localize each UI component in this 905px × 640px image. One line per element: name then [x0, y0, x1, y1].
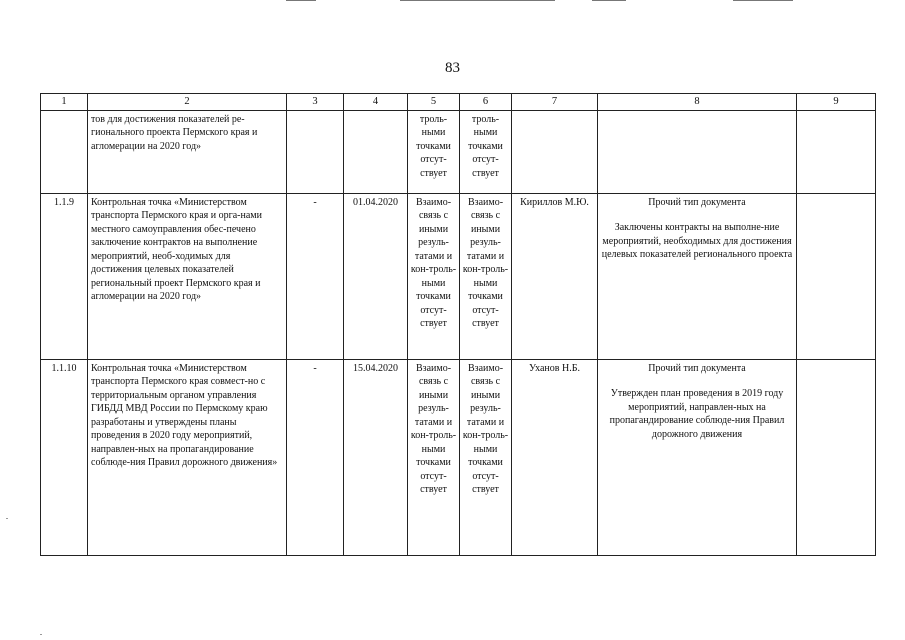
row-document-cell: [598, 110, 797, 193]
table-row: [41, 193, 876, 359]
scan-speck: [40, 634, 42, 635]
scan-top-line: [286, 0, 316, 1]
scan-top-line: [400, 0, 555, 1]
document-type: Прочий тип документа: [648, 196, 746, 208]
row-col5-cell: Взаимо-связь с иными резуль-татами и кон-троль-ными точками отсут-ствует: [408, 359, 460, 555]
scan-top-line: [733, 0, 793, 1]
scan-top-line: [592, 0, 626, 1]
row-responsible-cell: Кириллов М.Ю.: [512, 193, 598, 359]
table-row: [41, 110, 876, 193]
table-header-cell: 6: [460, 94, 512, 111]
row-number-cell: [41, 110, 88, 193]
row-col6-cell: Взаимо-связь с иными резуль-татами и кон-троль-ными точками отсут-ствует: [460, 193, 512, 359]
table-header-cell: 8: [598, 94, 797, 111]
table-header-cell: 5: [408, 94, 460, 111]
document-description: Заключены контракты на выполне-ние мероприятий, необходимых для достижения целевых показателей регионального проекта: [601, 222, 793, 260]
document-type: Прочий тип документа: [648, 362, 746, 374]
table-header-cell: 1: [41, 94, 88, 111]
table-header-cell: 9: [797, 94, 876, 111]
row-name-cell: тов для достижения показателей ре-гионального проекта Пермского края и агломерации на 2020 год»: [88, 110, 287, 193]
table-header-cell: 3: [287, 94, 344, 111]
row-col5-cell: Взаимо-связь с иными резуль-татами и кон-троль-ными точками отсут-ствует: [408, 193, 460, 359]
row-date-cell: [344, 110, 408, 193]
row-col5-cell: троль-ными точками отсут-ствует: [408, 110, 460, 193]
table-header-cell: 4: [344, 94, 408, 111]
table-row: [41, 359, 876, 555]
row-col3-cell: -: [287, 359, 344, 555]
row-number-cell: 1.1.9: [41, 193, 88, 359]
table-header-row: [41, 94, 876, 111]
row-document-cell: [598, 359, 797, 555]
row-name-cell: Контрольная точка «Министерством транспорта Пермского края совмест-но с территориальным органом управления ГИБДД МВД России по Пермскому краю разработаны и утверждены планы проведения в 2020 году мероприятий, направлен-ных на пропагандирование соблюде-ния Правил дорожного движения»: [88, 359, 287, 555]
row-col9-cell: [797, 359, 876, 555]
table-header-cell: 7: [512, 94, 598, 111]
row-col3-cell: [287, 110, 344, 193]
document-description: Утвержден план проведения в 2019 году мероприятий, направлен-ных на пропагандирование соблюде-ния Правил дорожного движения: [609, 388, 785, 440]
row-date-cell: 15.04.2020: [344, 359, 408, 555]
row-col6-cell: троль-ными точками отсут-ствует: [460, 110, 512, 193]
row-col6-cell: Взаимо-связь с иными резуль-татами и кон-троль-ными точками отсут-ствует: [460, 359, 512, 555]
row-responsible-cell: Уханов Н.Б.: [512, 359, 598, 555]
row-responsible-cell: [512, 110, 598, 193]
row-col3-cell: -: [287, 193, 344, 359]
scan-speck: [6, 518, 8, 519]
plan-table: [40, 93, 876, 556]
table-header-cell: 2: [88, 94, 287, 111]
row-col9-cell: [797, 193, 876, 359]
row-number-cell: 1.1.10: [41, 359, 88, 555]
row-name-cell: Контрольная точка «Министерством транспорта Пермского края и орга-нами местного самоуправления обес-печено заключение контрактов на выполнение мероприятий, необ-ходимых для достижения целевых показателей региональный проект Пермского края и агломерации на 2020 год»: [88, 193, 287, 359]
row-col9-cell: [797, 110, 876, 193]
row-date-cell: 01.04.2020: [344, 193, 408, 359]
row-document-cell: [598, 193, 797, 359]
page-number: 83: [445, 60, 460, 76]
